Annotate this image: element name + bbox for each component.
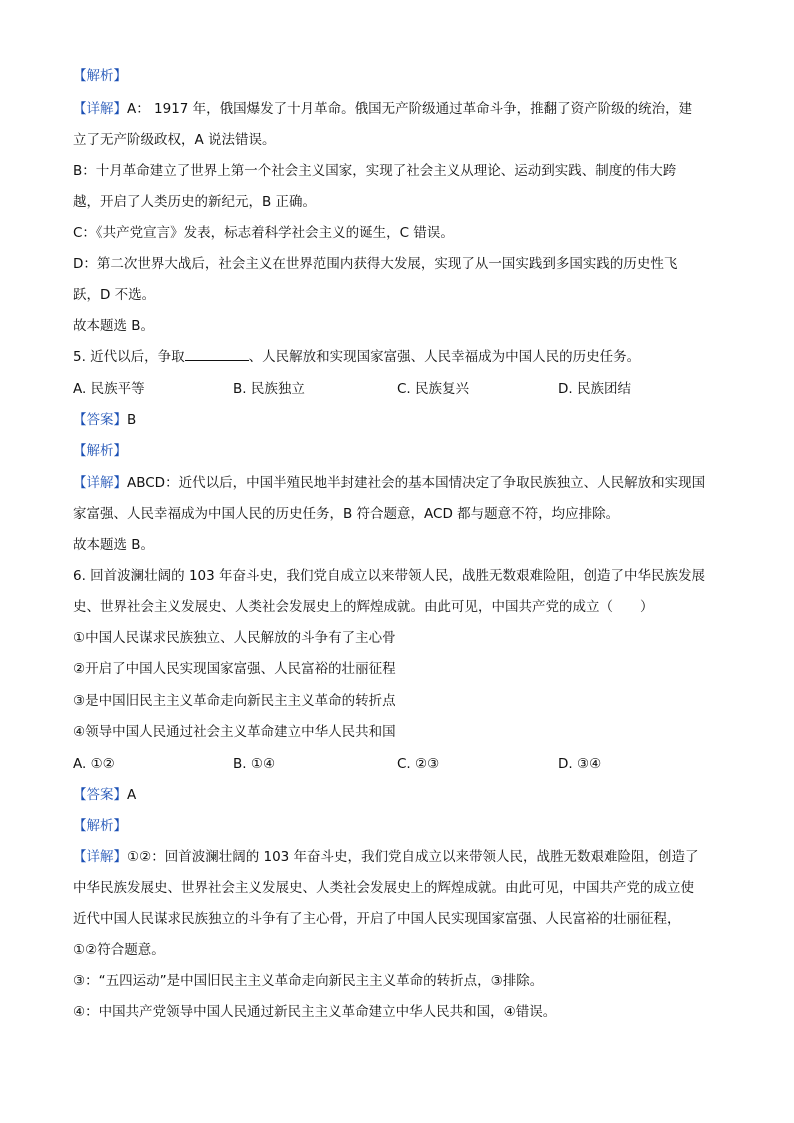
option-c: C. ②③: [397, 756, 440, 772]
question-5-stem: [73, 348, 640, 366]
detail-text: ①②：回首波澜壮阔的 103 年奋斗史，我们党自成立以来带领人民，战胜无数艰难险阻，创造了: [127, 849, 699, 865]
detail-line: ④：中国共产党领导中国人民通过新民主主义革命建立中华人民共和国，④错误。: [73, 1004, 557, 1020]
option-d: D. 民族团结: [558, 381, 631, 397]
conclusion-line: 故本题选 B。: [73, 537, 155, 553]
answer-line: [73, 786, 136, 804]
stem-text: 、人民解放和实现国家富强、人民幸福成为中国人民的历史任务。: [248, 349, 641, 365]
detail-line: ①②符合题意。: [73, 942, 165, 958]
answer-tag: 【答案】: [73, 787, 127, 803]
detail-line: 近代中国人民谋求民族独立的斗争有了主心骨，开启了中国人民实现国家富强、人民富裕的壮丽征程，: [73, 911, 681, 927]
detail-line: 立了无产阶级政权，A 说法错误。: [73, 132, 276, 148]
option-a: A. 民族平等: [73, 381, 145, 397]
detail-line: 跃，D 不选。: [73, 287, 156, 303]
statement-item: ①中国人民谋求民族独立、人民解放的斗争有了主心骨: [73, 630, 396, 646]
detail-line: [73, 848, 699, 866]
question-6-stem: 6. 回首波澜壮阔的 103 年奋斗史，我们党自成立以来带领人民，战胜无数艰难险阻，创造了中华民族发展: [73, 568, 706, 584]
analysis-tag: 【解析】: [73, 443, 127, 459]
analysis-tag: 【解析】: [73, 818, 127, 834]
question-6-stem: 史、世界社会主义发展史、人类社会发展史上的辉煌成就。由此可见，中国共产党的成立（ ）: [73, 599, 654, 615]
detail-line: 家富强、人民幸福成为中国人民的历史任务，B 符合题意，ACD 都与题意不符，均应排除。: [73, 506, 620, 522]
detail-line: [73, 474, 705, 492]
option-d: D. ③④: [558, 756, 602, 772]
detail-line: 越，开启了人类历史的新纪元，B 正确。: [73, 194, 317, 210]
option-b: B. ①④: [233, 756, 276, 772]
stem-text: 5. 近代以后，争取: [73, 349, 185, 365]
statement-item: ②开启了中国人民实现国家富强、人民富裕的壮丽征程: [73, 661, 396, 677]
fill-blank: [185, 348, 249, 361]
detail-text: A： 1917 年，俄国爆发了十月革命。俄国无产阶级通过革命斗争，推翻了资产阶级的统治，建: [127, 101, 693, 117]
detail-text: ABCD：近代以后，中国半殖民地半封建社会的基本国情决定了争取民族独立、人民解放和实现国: [127, 475, 706, 491]
detail-line: C：《共产党宣言》发表，标志着科学社会主义的诞生，C 错误。: [73, 225, 454, 241]
option-a: A. ①②: [73, 756, 115, 772]
answer-value: B: [127, 412, 137, 428]
statement-item: ④领导中国人民通过社会主义革命建立中华人民共和国: [73, 724, 396, 740]
option-c: C. 民族复兴: [397, 381, 470, 397]
detail-line: [73, 100, 692, 118]
answer-value: A: [127, 787, 137, 803]
answer-tag: 【答案】: [73, 412, 127, 428]
option-b: B. 民族独立: [233, 381, 305, 397]
detail-line: 中华民族发展史、世界社会主义发展史、人类社会发展史上的辉煌成就。由此可见，中国共产党的成立使: [73, 880, 694, 896]
detail-tag: 【详解】: [73, 849, 127, 865]
answer-line: [73, 411, 136, 429]
detail-line: B：十月革命建立了世界上第一个社会主义国家，实现了社会主义从理论、运动到实践、制度的伟大跨: [73, 163, 677, 179]
analysis-tag: 【解析】: [73, 68, 127, 84]
detail-line: D：第二次世界大战后，社会主义在世界范围内获得大发展，实现了从一国实践到多国实践的历史性飞: [73, 256, 678, 272]
detail-tag: 【详解】: [73, 101, 127, 117]
statement-item: ③是中国旧民主主义革命走向新民主主义革命的转折点: [73, 693, 396, 709]
detail-line: ③：“五四运动”是中国旧民主主义革命走向新民主主义革命的转折点，③排除。: [73, 973, 544, 989]
detail-tag: 【详解】: [73, 475, 127, 491]
conclusion-line: 故本题选 B。: [73, 318, 155, 334]
